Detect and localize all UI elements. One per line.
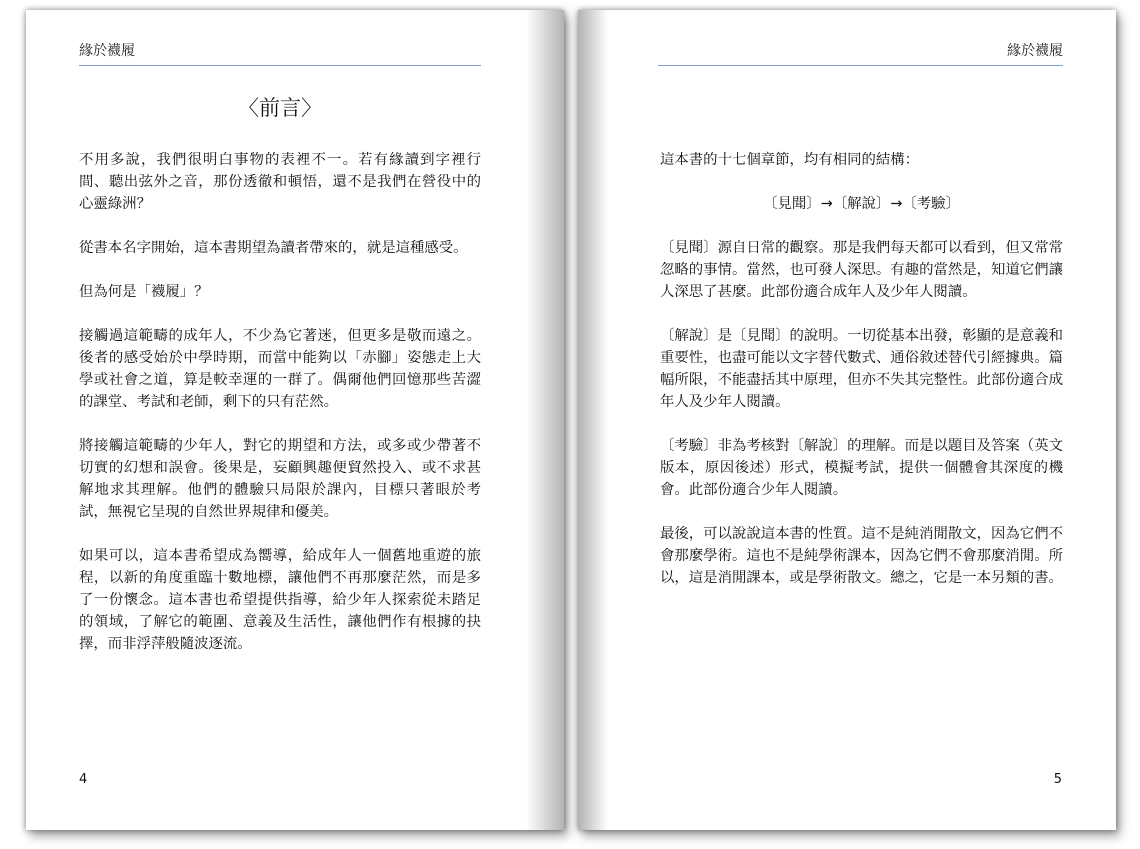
paragraph: 但為何是「襪履」？	[79, 284, 209, 300]
running-header: 緣於襪履	[658, 40, 1063, 66]
paragraph: 如果可以，這本書希望成為嚮導，給成年人一個舊地重遊的旅程，以新的角度重臨十數地標，讓他們不再那麼茫然，而是多了一份懷念。這本書也希望提供指導，給少年人探索從未踏足的領域，了解它的範圍、意義及生活性，讓他們作有根據的抉擇，而非浮萍般隨波逐流。	[79, 548, 481, 652]
left-page	[26, 10, 564, 830]
paragraph: 不用多說，我們很明白事物的表裡不一。若有緣讀到字裡行間、聽出弦外之音，那份透徹和頓悟，還不是我們在營役中的心靈綠洲？	[79, 152, 481, 212]
page-body	[660, 149, 1063, 611]
paragraph: 這本書的十七個章節，均有相同的結構：	[660, 152, 920, 168]
page-number: 4	[79, 772, 88, 787]
paragraph: 接觸過這範疇的成年人，不少為它著迷，但更多是敬而遠之。後者的感受始於中學時期，而當中能夠以「赤腳」姿態走上大學或社會之道，算是較幸運的一群了。偶爾他們回憶那些苦澀的課堂、考試和老師，剩下的只有茫然。	[79, 328, 481, 410]
paragraph: 〔見聞〕源自日常的觀察。那是我們每天都可以看到，但又常常忽略的事情。當然，也可發人深思。有趣的當然是，知道它們讓人深思了甚麼。此部份適合成年人及少年人閱讀。	[660, 240, 1063, 300]
paragraph: 〔考驗〕非為考核對〔解說〕的理解。而是以題目及答案（英文版本，原因後述）形式，模擬考試，提供一個體會其深度的機會。此部份適合少年人閱讀。	[660, 438, 1063, 498]
page-number: 5	[1053, 772, 1062, 787]
paragraph: 最後，可以說說這本書的性質。這不是純消閒散文，因為它們不會那麼學術。這也不是純學術課本，因為它們不會那麼消閒。所以，這是消閒課本，或是學術散文。總之，它是一本另類的書。	[660, 526, 1063, 586]
paragraph: 將接觸這範疇的少年人，對它的期望和方法，或多或少帶著不切實的幻想和誤會。後果是，妄顧興趣便貿然投入、或不求甚解地求其理解。他們的體驗只局限於課內，目標只著眼於考試，無視它呈現的自然世界規律和優美。	[79, 438, 481, 520]
running-header: 緣於襪履	[79, 40, 481, 66]
right-page	[578, 10, 1116, 830]
page-title: 〈前言〉	[238, 96, 322, 120]
paragraph: 從書本名字開始，這本書期望為讀者帶來的，就是這種感受。	[79, 240, 468, 256]
structure-line: 〔見聞〕→〔解說〕→〔考驗〕	[763, 196, 960, 212]
page-body	[79, 149, 481, 677]
paragraph: 〔解說〕是〔見聞〕的說明。一切從基本出發，彰顯的是意義和重要性，也盡可能以文字替代數式、通俗敘述替代引經據典。篇幅所限，不能盡括其中原理，但亦不失其完整性。此部份適合成年人及少年人閱讀。	[660, 328, 1063, 410]
